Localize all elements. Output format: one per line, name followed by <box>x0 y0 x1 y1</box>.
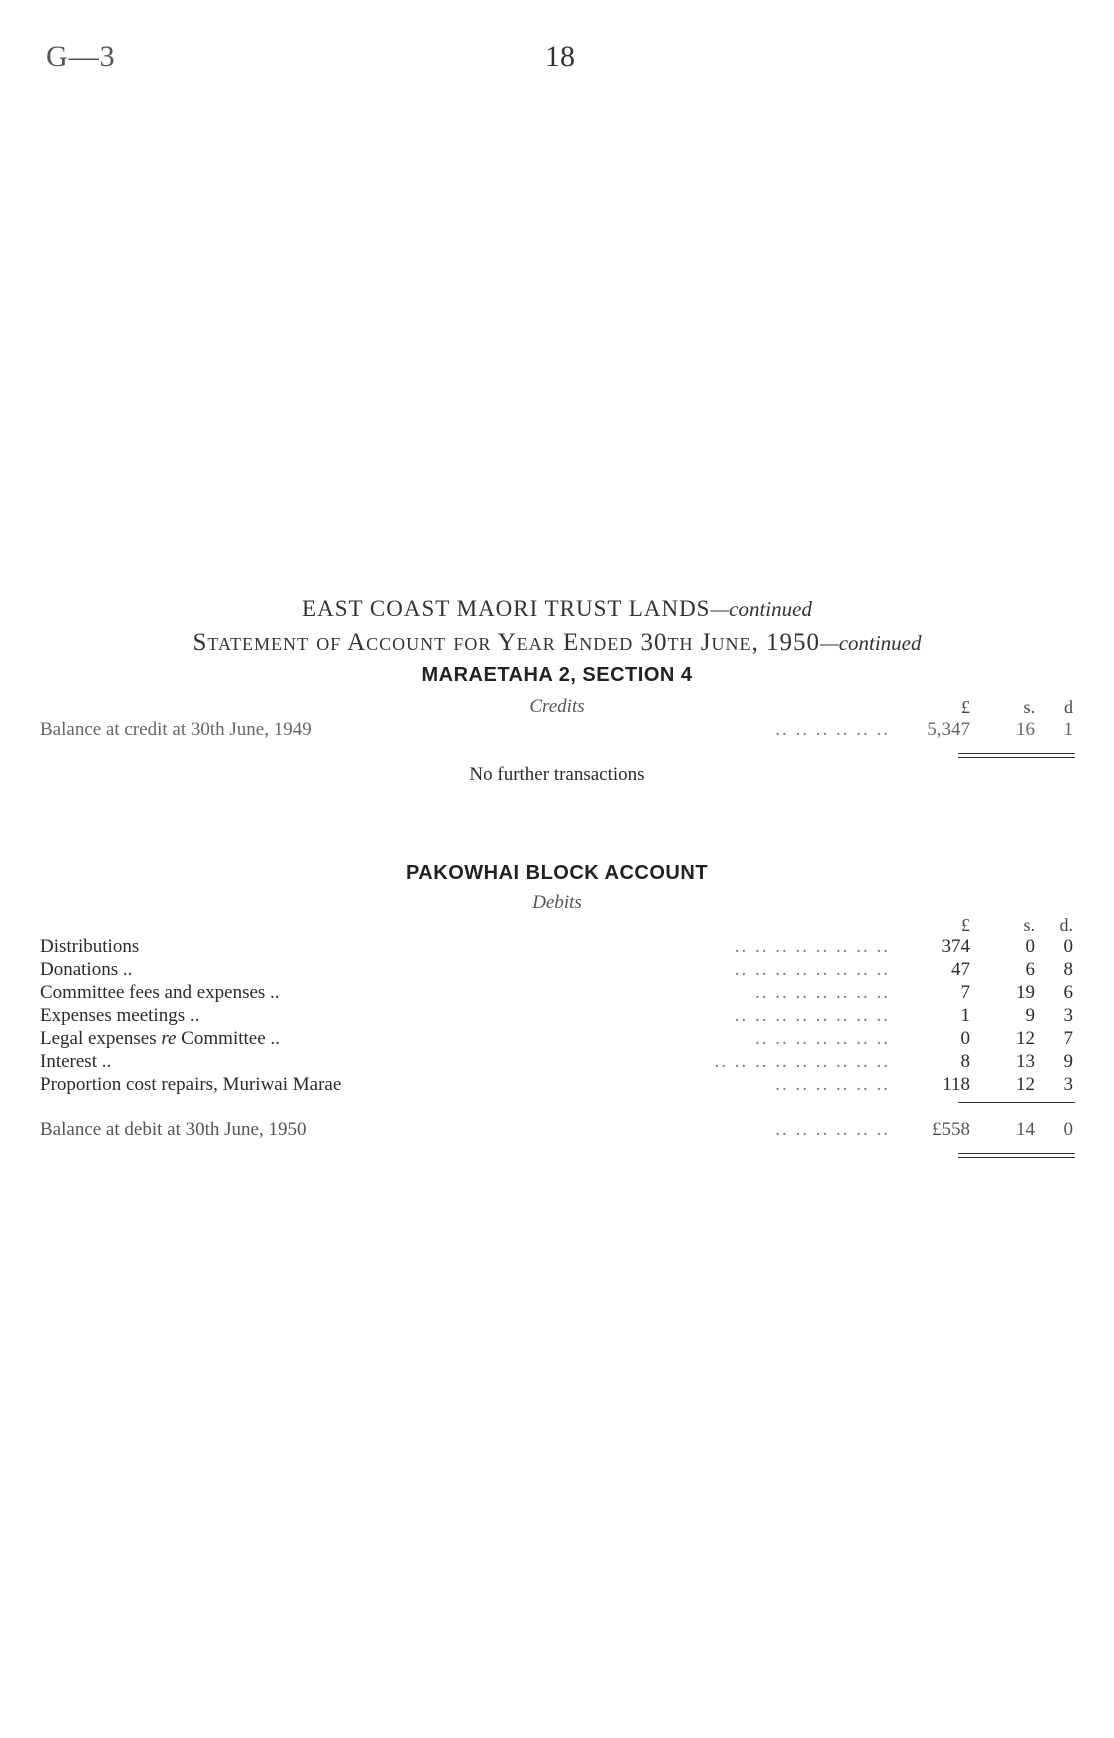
row-pence: 7 <box>1063 1028 1073 1049</box>
row-pounds: 118 <box>942 1074 970 1095</box>
pounds-header: £ <box>961 697 970 717</box>
pence-header: d. <box>1059 915 1073 935</box>
row-pence: 3 <box>1063 1005 1073 1026</box>
shillings-header: s. <box>1023 697 1035 717</box>
row-pounds: 8 <box>960 1051 970 1072</box>
row-leader-dots: .. .. .. .. .. .. .. .. .. <box>714 1051 890 1072</box>
row-leader-dots: .. .. .. .. .. .. .. .. <box>734 959 890 980</box>
maraetaha-column-headers <box>40 696 1075 718</box>
row-shillings: 9 <box>1025 1005 1035 1026</box>
row-shillings: 16 <box>1016 719 1035 740</box>
page-code: G—3 <box>46 40 116 73</box>
row-label: Balance at credit at 30th June, 1949 <box>40 719 312 740</box>
row-label: Balance at debit at 30th June, 1950 <box>40 1119 307 1140</box>
row-pounds: £558 <box>932 1119 970 1140</box>
pakowhai-heading: PAKOWHAI BLOCK ACCOUNT <box>405 862 709 884</box>
document-title-text: EAST COAST MAORI TRUST LANDS <box>302 596 711 621</box>
pakowhai-row-donations <box>40 958 1075 982</box>
pakowhai-debits-label: Debits <box>532 892 582 913</box>
row-label: Donations .. <box>40 959 133 980</box>
row-shillings: 19 <box>1016 982 1035 1003</box>
pence-header: d <box>1064 697 1073 717</box>
row-leader-dots: .. .. .. .. .. .. <box>775 1074 890 1095</box>
statement-title <box>0 629 1114 657</box>
maraetaha-credits-label: Credits <box>529 696 585 717</box>
maraetaha-total-rule <box>958 753 1075 758</box>
row-label <box>40 1027 280 1051</box>
row-label: Expenses meetings .. <box>40 1005 200 1026</box>
pakowhai-row-distributions <box>40 935 1075 959</box>
row-label: Interest .. <box>40 1051 112 1072</box>
pakowhai-row-committee-fees <box>40 981 1075 1005</box>
pakowhai-row-legal-expenses <box>40 1027 1075 1051</box>
pakowhai-row-expenses-meetings <box>40 1004 1075 1028</box>
row-pounds: 7 <box>960 982 970 1003</box>
pakowhai-column-headers <box>40 914 1075 936</box>
row-pence: 3 <box>1063 1074 1073 1095</box>
row-leader-dots: .. .. .. .. .. .. .. <box>755 982 890 1003</box>
statement-title-suffix: —continued <box>820 631 922 655</box>
row-label: Proportion cost repairs, Muriwai Marae <box>40 1074 342 1095</box>
row-leader-dots: .. .. .. .. .. .. <box>775 719 890 740</box>
document-title-suffix: —continued <box>710 597 812 621</box>
pounds-header: £ <box>961 915 970 935</box>
row-pence: 0 <box>1063 936 1073 957</box>
pakowhai-subtotal-rule <box>958 1102 1075 1103</box>
maraetaha-heading: MARAETAHA 2, SECTION 4 <box>421 664 693 686</box>
row-label-pre: Legal expenses <box>40 1028 162 1049</box>
row-pounds: 374 <box>941 936 970 957</box>
row-shillings: 0 <box>1025 936 1035 957</box>
row-label-post: Committee .. <box>176 1028 280 1049</box>
row-pounds: 1 <box>960 1005 970 1026</box>
row-shillings: 12 <box>1016 1074 1035 1095</box>
row-shillings: 14 <box>1016 1119 1035 1140</box>
pakowhai-row-repairs <box>40 1073 1075 1097</box>
row-shillings: 6 <box>1025 959 1035 980</box>
row-label: Committee fees and expenses .. <box>40 982 280 1003</box>
row-pence: 9 <box>1063 1051 1073 1072</box>
row-leader-dots: .. .. .. .. .. .. .. .. <box>734 1005 890 1026</box>
row-label: Distributions <box>40 936 140 957</box>
shillings-header: s. <box>1023 915 1035 935</box>
row-leader-dots: .. .. .. .. .. .. .. .. <box>734 936 890 957</box>
pakowhai-balance-row <box>40 1118 1075 1142</box>
row-pence: 6 <box>1063 982 1073 1003</box>
pakowhai-row-interest <box>40 1050 1075 1074</box>
statement-title-text: Statement of Account for Year Ended 30th June, 1950 <box>192 629 821 656</box>
row-label-italic: re <box>161 1028 177 1049</box>
row-pounds: 0 <box>960 1028 970 1049</box>
page-number: 18 <box>545 40 575 73</box>
row-shillings: 13 <box>1016 1051 1035 1072</box>
maraetaha-balance-row <box>40 718 1075 742</box>
row-pounds: 5,347 <box>927 719 970 740</box>
row-leader-dots: .. .. .. .. .. .. .. <box>755 1028 890 1049</box>
maraetaha-note: No further transactions <box>469 764 645 785</box>
row-pence: 1 <box>1063 719 1073 740</box>
pakowhai-total-rule <box>958 1153 1075 1158</box>
document-title <box>0 596 1114 622</box>
row-pence: 0 <box>1063 1119 1073 1140</box>
row-pence: 8 <box>1063 959 1073 980</box>
row-leader-dots: .. .. .. .. .. .. <box>775 1119 890 1140</box>
row-shillings: 12 <box>1016 1028 1035 1049</box>
row-pounds: 47 <box>951 959 970 980</box>
